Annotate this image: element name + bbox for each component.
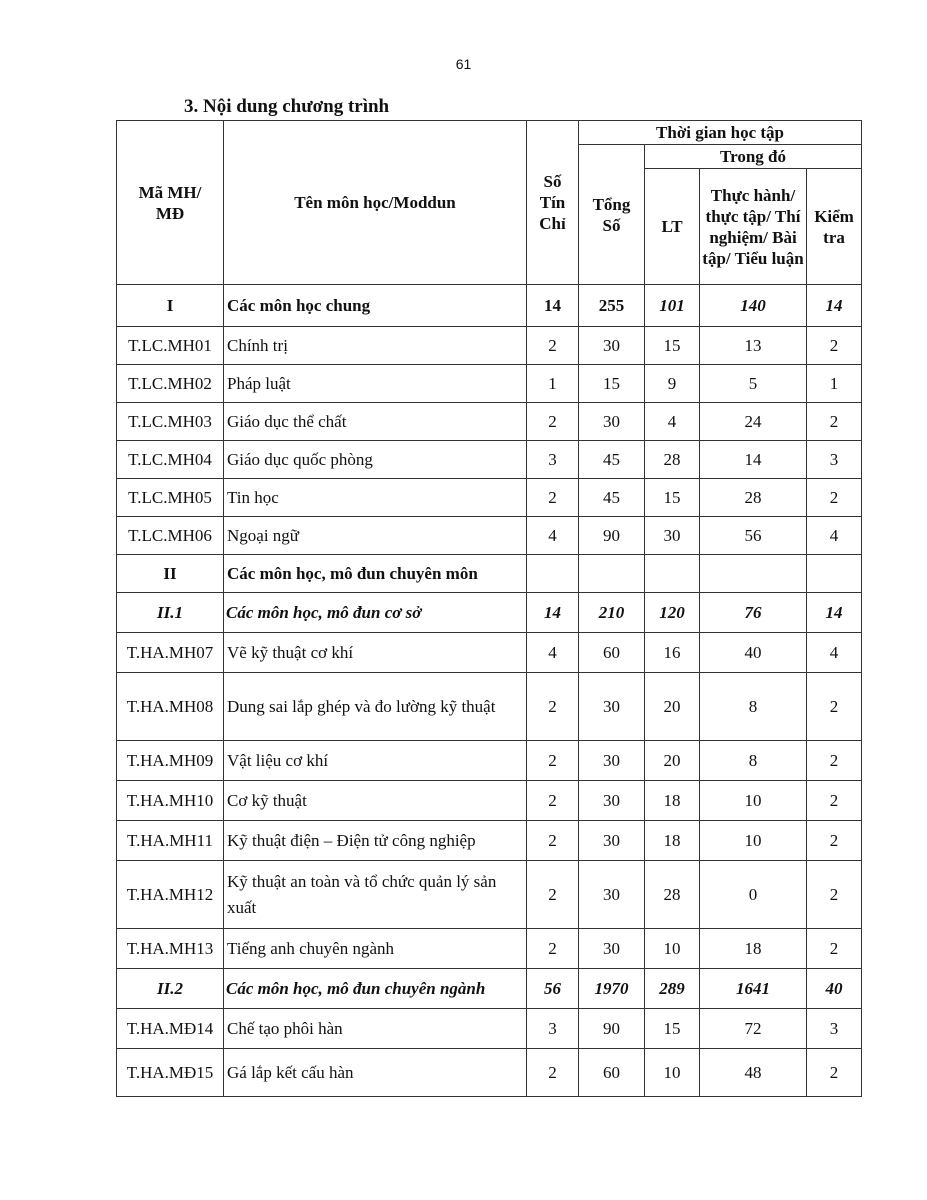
row-total: 255 [579,285,645,327]
row-credits: 2 [527,929,579,969]
row-theory: 15 [645,327,700,365]
row-total: 30 [579,673,645,741]
row-total: 45 [579,441,645,479]
page-number: 61 [455,56,472,72]
row-name: Pháp luật [224,365,527,403]
table-row [117,403,862,441]
table-header [117,121,862,285]
row-credits: 2 [527,821,579,861]
row-practice: 24 [700,403,807,441]
row-name: Chính trị [224,327,527,365]
row-credits: 1 [527,365,579,403]
row-credits: 2 [527,327,579,365]
row-theory: 18 [645,821,700,861]
row-exam: 3 [807,1009,862,1049]
row-name: Các môn học, mô đun chuyên môn [224,555,527,593]
table-row [117,929,862,969]
table-row [117,821,862,861]
row-practice: 10 [700,821,807,861]
row-name: Chế tạo phôi hàn [224,1009,527,1049]
row-name: Tiếng anh chuyên ngành [224,929,527,969]
row-total [579,555,645,593]
row-code: T.HA.MH11 [117,821,224,861]
row-name: Tin học [224,479,527,517]
row-name: Vật liệu cơ khí [224,741,527,781]
header-credits: Số Tín Chỉ [527,121,579,285]
row-practice [700,555,807,593]
row-exam: 14 [807,593,862,633]
row-code: T.HA.MH08 [117,673,224,741]
row-code: T.LC.MH04 [117,441,224,479]
row-name: Cơ kỹ thuật [224,781,527,821]
row-name: Các môn học chung [224,285,527,327]
table-row [117,479,862,517]
row-name: Gá lắp kết cấu hàn [224,1049,527,1097]
header-breakdown: Trong đó [645,145,862,169]
row-practice: 13 [700,327,807,365]
table-row [117,741,862,781]
row-code: T.LC.MH03 [117,403,224,441]
row-credits: 4 [527,633,579,673]
table-row [117,861,862,929]
row-practice: 0 [700,861,807,929]
row-credits: 2 [527,673,579,741]
table-row [117,673,862,741]
row-exam: 3 [807,441,862,479]
row-theory: 15 [645,479,700,517]
row-theory: 20 [645,673,700,741]
row-name: Dung sai lắp ghép và đo lường kỹ thuật [224,673,527,741]
row-total: 30 [579,741,645,781]
row-theory: 20 [645,741,700,781]
row-credits: 2 [527,781,579,821]
row-theory: 9 [645,365,700,403]
row-name: Các môn học, mô đun cơ sở [224,593,527,633]
row-practice: 28 [700,479,807,517]
row-total: 1970 [579,969,645,1009]
table-row [117,969,862,1009]
row-exam: 2 [807,673,862,741]
row-theory: 28 [645,441,700,479]
row-exam: 2 [807,479,862,517]
row-credits: 14 [527,285,579,327]
row-exam: 2 [807,403,862,441]
row-credits: 56 [527,969,579,1009]
row-exam: 2 [807,741,862,781]
row-credits: 14 [527,593,579,633]
row-exam: 2 [807,1049,862,1097]
row-credits: 3 [527,441,579,479]
row-theory [645,555,700,593]
row-exam: 14 [807,285,862,327]
row-total: 15 [579,365,645,403]
row-credits [527,555,579,593]
row-exam: 4 [807,633,862,673]
row-code: II.2 [117,969,224,1009]
row-name: Giáo dục quốc phòng [224,441,527,479]
table-row [117,327,862,365]
row-name: Kỹ thuật an toàn và tổ chức quản lý sản xuất [224,861,527,929]
header-total: Tổng Số [579,145,645,285]
row-exam: 2 [807,781,862,821]
row-theory: 18 [645,781,700,821]
row-theory: 30 [645,517,700,555]
header-exam: Kiểm tra [807,169,862,285]
row-practice: 14 [700,441,807,479]
row-code: T.HA.MH07 [117,633,224,673]
row-name: Các môn học, mô đun chuyên ngành [224,969,527,1009]
row-total: 30 [579,327,645,365]
table-row [117,1009,862,1049]
row-theory: 28 [645,861,700,929]
row-credits: 2 [527,1049,579,1097]
row-credits: 2 [527,861,579,929]
row-code: II [117,555,224,593]
row-exam: 2 [807,929,862,969]
row-theory: 4 [645,403,700,441]
row-name: Vẽ kỹ thuật cơ khí [224,633,527,673]
row-total: 60 [579,1049,645,1097]
row-code: T.LC.MH01 [117,327,224,365]
row-credits: 4 [527,517,579,555]
header-theory: LT [645,169,700,285]
row-code: T.HA.MĐ15 [117,1049,224,1097]
row-code: I [117,285,224,327]
header-practice: Thực hành/ thực tập/ Thí nghiệm/ Bài tập/ Tiểu luận [700,169,807,285]
row-code: T.HA.MH12 [117,861,224,929]
row-practice: 1641 [700,969,807,1009]
row-theory: 101 [645,285,700,327]
row-code: T.HA.MĐ14 [117,1009,224,1049]
row-code: T.LC.MH06 [117,517,224,555]
row-exam: 2 [807,327,862,365]
row-theory: 120 [645,593,700,633]
row-exam: 2 [807,821,862,861]
row-exam [807,555,862,593]
table-row [117,441,862,479]
row-theory: 16 [645,633,700,673]
row-total: 30 [579,781,645,821]
row-total: 30 [579,821,645,861]
table-row [117,285,862,327]
row-total: 90 [579,517,645,555]
row-practice: 8 [700,673,807,741]
row-exam: 1 [807,365,862,403]
row-code: II.1 [117,593,224,633]
row-practice: 140 [700,285,807,327]
row-code: T.HA.MH10 [117,781,224,821]
curriculum-table [116,120,862,1097]
row-total: 45 [579,479,645,517]
row-exam: 40 [807,969,862,1009]
row-theory: 15 [645,1009,700,1049]
row-practice: 48 [700,1049,807,1097]
row-theory: 289 [645,969,700,1009]
row-total: 90 [579,1009,645,1049]
row-practice: 72 [700,1009,807,1049]
row-total: 30 [579,403,645,441]
row-exam: 2 [807,861,862,929]
table-row [117,555,862,593]
row-credits: 3 [527,1009,579,1049]
row-practice: 18 [700,929,807,969]
table-row [117,593,862,633]
row-practice: 76 [700,593,807,633]
row-total: 30 [579,929,645,969]
row-code: T.LC.MH05 [117,479,224,517]
row-total: 60 [579,633,645,673]
row-name: Ngoại ngữ [224,517,527,555]
row-theory: 10 [645,1049,700,1097]
row-name: Kỹ thuật điện – Điện tử công nghiệp [224,821,527,861]
row-total: 210 [579,593,645,633]
table-row [117,633,862,673]
row-name: Giáo dục thể chất [224,403,527,441]
row-practice: 5 [700,365,807,403]
row-practice: 8 [700,741,807,781]
row-theory: 10 [645,929,700,969]
header-code: Mã MH/ MĐ [117,121,224,285]
row-credits: 2 [527,479,579,517]
table-row [117,517,862,555]
row-exam: 4 [807,517,862,555]
row-code: T.HA.MH09 [117,741,224,781]
row-code: T.LC.MH02 [117,365,224,403]
section-title: 3. Nội dung chương trình [184,96,390,117]
row-total: 30 [579,861,645,929]
row-code: T.HA.MH13 [117,929,224,969]
header-name: Tên môn học/Moddun [224,121,527,285]
table-row [117,365,862,403]
row-credits: 2 [527,403,579,441]
table-row [117,1049,862,1097]
row-practice: 40 [700,633,807,673]
row-credits: 2 [527,741,579,781]
table-row [117,781,862,821]
row-practice: 56 [700,517,807,555]
header-time: Thời gian học tập [579,121,862,145]
row-practice: 10 [700,781,807,821]
